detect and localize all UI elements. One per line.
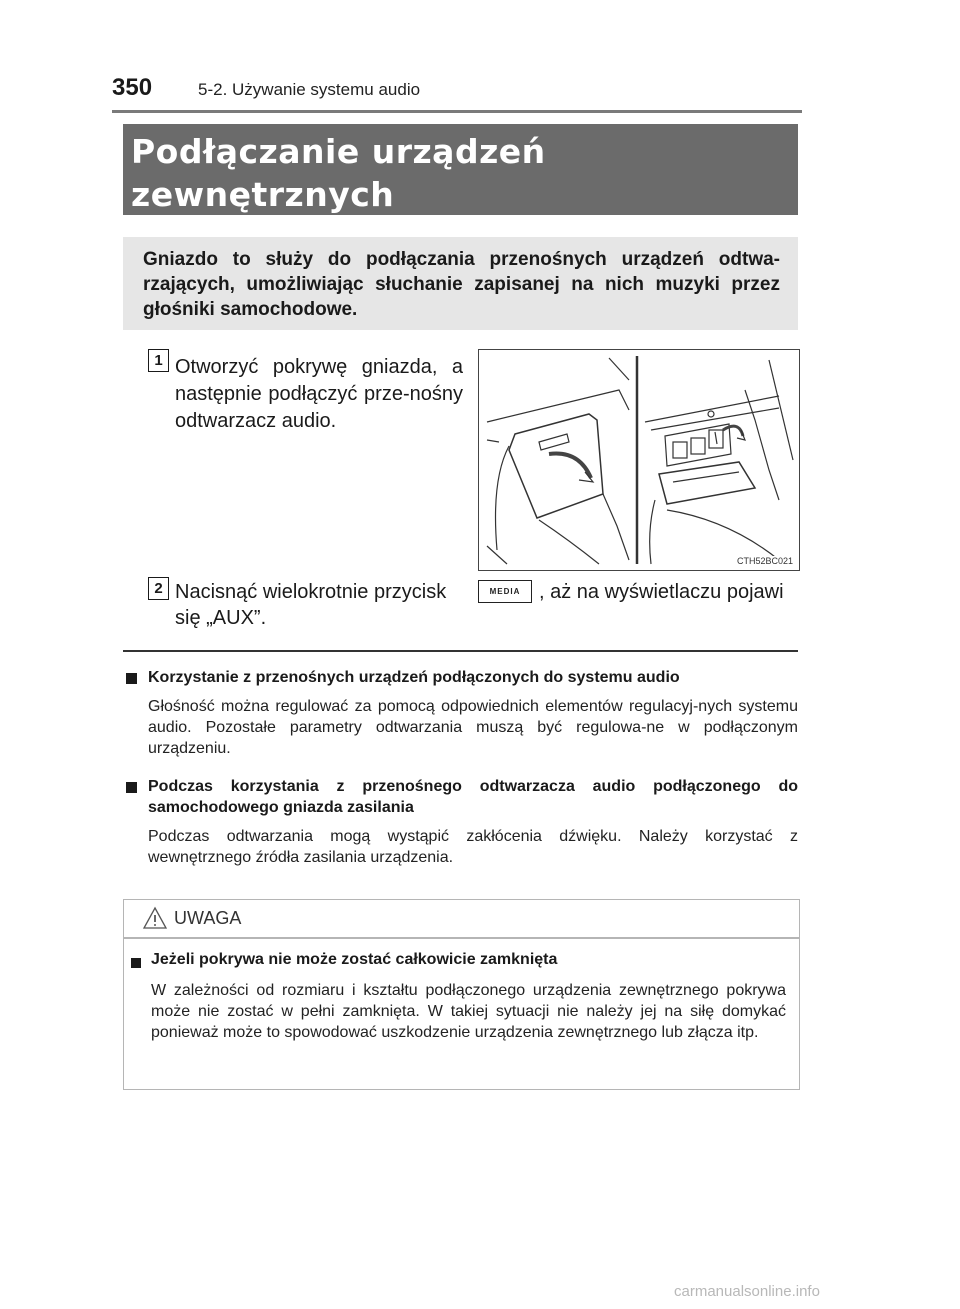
note-2-heading: Podczas korzystania z przenośnego odtwarzacza audio podłączonego do samochodowego gniazda zasilania <box>148 778 798 816</box>
running-head: 5-2. Używanie systemu audio <box>198 80 421 99</box>
note-2-body: Podczas odtwarzania mogą wystąpić zakłócenia dźwięku. Należy korzystać z wewnętrznego źródła zasilania urządzenia. <box>148 828 798 866</box>
watermark: carmanualsonline.info <box>674 1283 820 1300</box>
media-button-icon: MEDIA <box>478 580 532 603</box>
section-title-box <box>123 124 798 215</box>
note-1-heading: Korzystanie z przenośnych urządzeń podłączonych do systemu audio <box>148 669 680 686</box>
section-divider <box>123 650 798 652</box>
caution-body: W zależności od rozmiaru i kształtu podłączonego urządzenia zewnętrznego pokrywa może nie zostać w pełni zamknięta. W takiej sytuacji nie należy jej na siłę domykać ponieważ może to spowodować uszkodzenie urządzenia zewnętrznego lub złącza itp. <box>151 982 786 1041</box>
note-1-body: Głośność można regulować za pomocą odpowiednich elementów regulacyj-nych systemu audio. Pozostałe parametry odtwarzania muszą być regulowa-ne w podłączonym urządzeniu. <box>148 698 798 757</box>
step-2-text-before: Nacisnąć wielokrotnie przycisk <box>175 581 447 603</box>
step-2-text-line2: się „AUX”. <box>175 607 267 629</box>
illustration-code: CTH52BC021 <box>736 556 793 566</box>
step-number-1: 1 <box>148 349 169 372</box>
square-bullet-icon <box>126 673 137 684</box>
warning-triangle-icon <box>142 906 168 930</box>
illustration-drawing <box>479 350 799 570</box>
header-divider <box>112 110 802 113</box>
intro-box <box>123 237 798 330</box>
square-bullet-icon <box>126 782 137 793</box>
page-number: 350 <box>112 74 153 101</box>
caution-heading: Jeżeli pokrywa nie może zostać całkowicie zamknięta <box>151 951 558 968</box>
caution-title: UWAGA <box>174 908 242 928</box>
square-bullet-icon <box>131 958 141 968</box>
caution-header-divider <box>124 937 799 939</box>
intro-text: Gniazdo to służy do podłączania przenośnych urządzeń odtwa-rzających, umożliwiając słuchanie zapisanej na nich muzyki przez głośniki samochodowe. <box>143 249 780 320</box>
caution-box <box>123 899 800 1090</box>
step-number-2: 2 <box>148 577 169 600</box>
step-2-text-after: , aż na wyświetlaczu pojawi <box>539 581 784 603</box>
section-title-line1: Podłączanie urządzeń zewnętrznych <box>131 132 546 214</box>
step-1-text: Otworzyć pokrywę gniazda, a następnie podłączyć prze-nośny odtwarzacz audio. <box>175 356 463 432</box>
aux-socket-illustration <box>478 349 800 571</box>
